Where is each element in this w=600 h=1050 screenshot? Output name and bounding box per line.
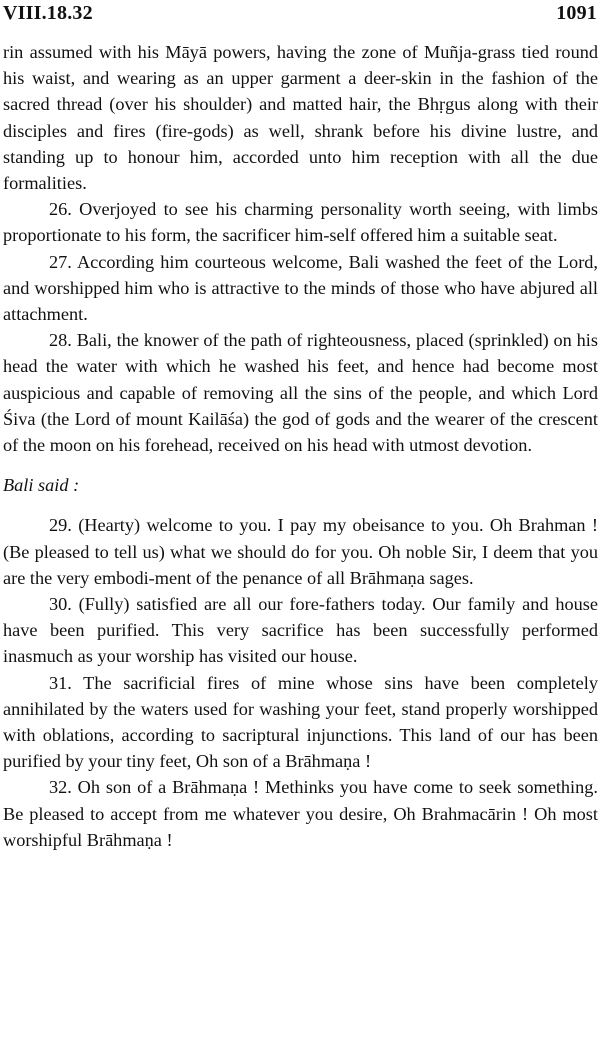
verse-reference: VIII.18.32 [3, 2, 93, 24]
running-header [3, 2, 597, 28]
verse-30: 30. (Fully) satisfied are all our fore-fathers today. Our family and house have been purified. This very sacrifice has been successfully performed inasmuch as your worship has visited our house. [3, 594, 598, 667]
verse-32: 32. Oh son of a Brāhmaṇa ! Methinks you have come to seek something. Be pleased to accept from me whatever you desire, Oh Brahmacārin ! Oh most worshipful Brāhmaṇa ! [3, 777, 598, 850]
speaker-heading: Bali said : [3, 475, 80, 496]
page-number: 1091 [556, 2, 597, 24]
verse-27: 27. According him courteous welcome, Bali washed the feet of the Lord, and worshipped him who is attractive to the minds of those who have abjured all attachment. [3, 251, 598, 325]
verse-29: 29. (Hearty) welcome to you. I pay my obeisance to you. Oh Brahman ! (Be pleased to tell us) what we should do for you. Oh noble Sir, I deem that you are the very embodi-ment of the penance of all Brāhmaṇa sages. [3, 515, 598, 588]
page-body [3, 39, 598, 853]
verse-28: 28. Bali, the knower of the path of righteousness, placed (sprinkled) on his head the water with which he washed his feet, and hence had become most auspicious and capable of removing all the sins of the people, and which Lord Śiva (the Lord of mount Kailāśa) the god of gods and the wearer of the crescent of the moon on his forehead, received on his head with utmost devotion. [3, 330, 598, 456]
verse-31: 31. The sacrificial fires of mine whose sins have been completely annihilated by the waters used for washing your feet, stand properly worshipped with oblations, according to sacriptural injunctions. This land of our has been purified by your tiny feet, Oh son of a Brāhmaṇa ! [3, 672, 598, 772]
section-gap [3, 498, 598, 512]
verse-26: 26. Overjoyed to see his charming personality worth seeing, with limbs proportionate to his form, the sacrificer him-self offered him a suitable seat. [3, 199, 598, 246]
continued-paragraph: rin assumed with his Māyā powers, having the zone of Muñja-grass tied round his waist, and wearing as an upper garment a deer-skin in the fashion of the sacred thread (over his shoulder) and matted hair, the Bhṛgus along with their disciples and fires (fire-gods) as well, shrank before his divine lustre, and standing up to honour him, accorded unto him reception with all the due formalities. [3, 42, 598, 194]
